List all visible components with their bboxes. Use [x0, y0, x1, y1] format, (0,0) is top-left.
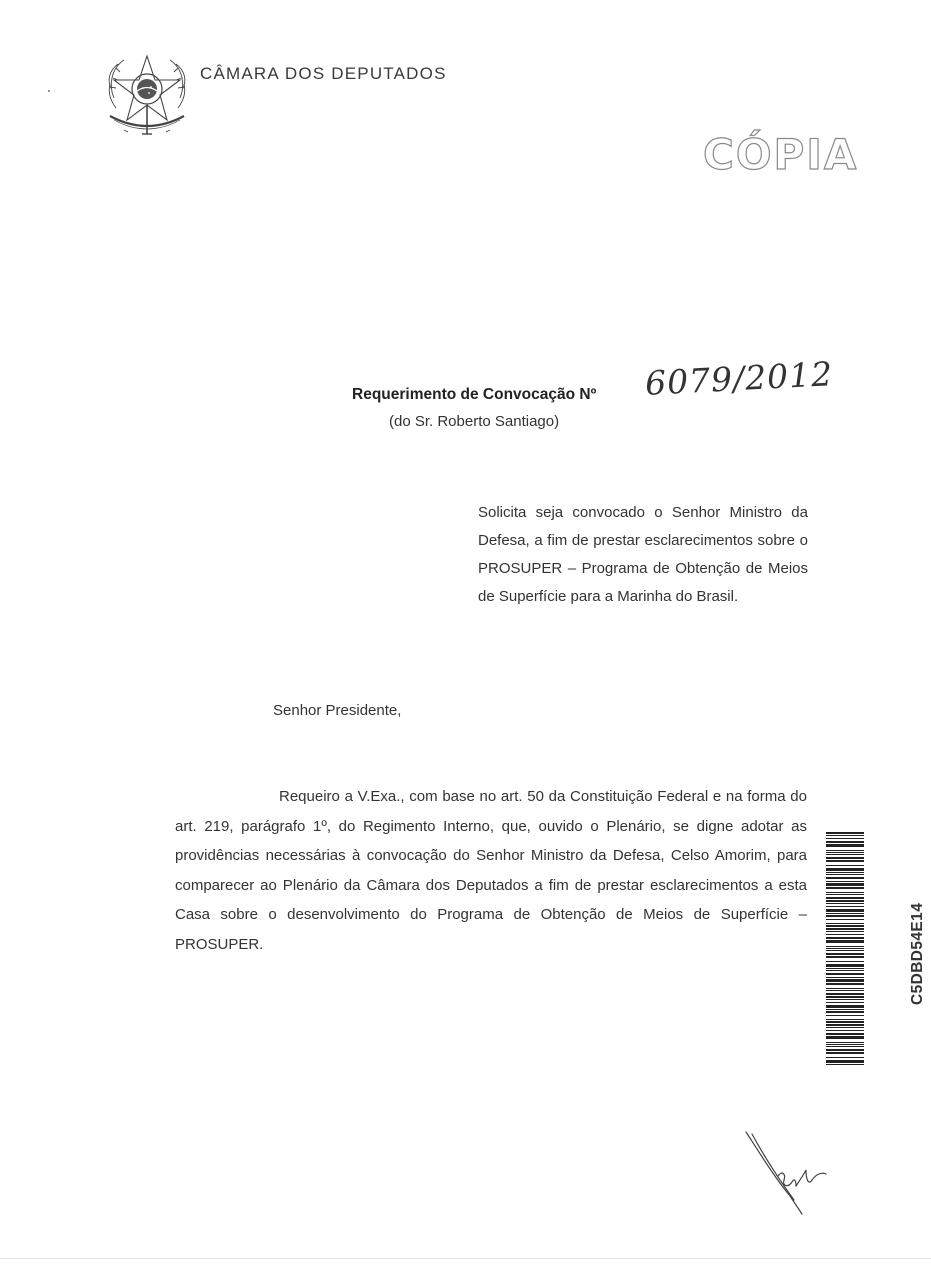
barcode-bar — [826, 1021, 864, 1023]
barcode-bar — [826, 990, 864, 991]
barcode-bar — [826, 860, 864, 862]
barcode-bar — [826, 1057, 864, 1058]
barcode-bar — [826, 977, 864, 978]
request-summary: Solicita seja convocado o Senhor Ministro da Defesa, a fim de prestar esclarecimentos sobre o PROSUPER – Programa de Obtenção de Meios de Superfície para a Marinha do Brasil. — [478, 504, 808, 605]
barcode-bar — [826, 844, 864, 847]
barcode-bar — [826, 883, 864, 886]
barcode-bar — [826, 1002, 864, 1003]
request-title: Requerimento de Convocação Nº — [352, 386, 597, 403]
barcode — [826, 832, 926, 1068]
copy-stamp: CÓPIA — [703, 130, 859, 179]
barcode-bar — [826, 1049, 864, 1051]
barcode-bar — [826, 881, 864, 882]
barcode-bar — [826, 937, 864, 939]
barcode-bar — [826, 877, 864, 879]
barcode-bar — [826, 838, 864, 839]
barcode-bar — [826, 892, 864, 893]
barcode-bar — [826, 968, 864, 969]
barcode-bar — [826, 913, 864, 914]
barcode-bar — [826, 925, 864, 927]
barcode-bar — [826, 1019, 864, 1020]
barcode-bar — [826, 1036, 864, 1039]
barcode-bar — [826, 894, 864, 895]
barcode-bar — [826, 897, 864, 899]
barcode-bar — [826, 964, 864, 967]
barcode-bar — [826, 872, 864, 873]
barcode-bar — [826, 1030, 864, 1031]
barcode-bar — [826, 923, 864, 924]
barcode-bar — [826, 946, 864, 947]
barcode-bar — [826, 948, 864, 949]
barcode-bar — [826, 961, 864, 962]
organization-name: CÂMARA DOS DEPUTADOS — [200, 64, 447, 83]
barcode-bar — [826, 999, 864, 1000]
barcode-bar — [826, 900, 864, 902]
page-bottom-edge — [0, 1258, 931, 1259]
brazil-coat-of-arms-icon — [104, 50, 190, 142]
barcode-bar — [826, 850, 864, 851]
barcode-bar — [826, 934, 864, 935]
barcode-bar — [826, 970, 864, 971]
barcode-bar — [826, 854, 864, 855]
barcode-bar — [826, 1060, 864, 1063]
salutation: Senhor Presidente, — [273, 702, 402, 719]
barcode-bar — [826, 1042, 864, 1043]
barcode-bar — [826, 841, 864, 843]
barcode-bar — [826, 1044, 864, 1045]
barcode-bar — [826, 993, 864, 995]
request-number-handwritten: 6079/2012 — [644, 354, 834, 403]
barcode-bar — [826, 1064, 864, 1065]
barcode-bar — [826, 874, 864, 875]
barcode-bar — [826, 988, 864, 989]
barcode-bar — [826, 979, 864, 982]
barcode-code: C5DBD54E14 — [909, 902, 926, 1005]
barcode-bar — [826, 906, 864, 907]
barcode-bar — [826, 1009, 864, 1010]
barcode-bar — [826, 903, 864, 904]
barcode-bar — [826, 865, 864, 866]
barcode-bar — [826, 928, 864, 930]
barcode-bar — [826, 1033, 864, 1035]
barcode-bar — [826, 1046, 864, 1047]
barcode-bar — [826, 832, 864, 834]
barcode-bar — [826, 931, 864, 932]
barcode-bars — [826, 832, 864, 1068]
barcode-bar — [826, 868, 864, 871]
barcode-bar — [826, 1024, 864, 1026]
barcode-bar — [826, 919, 864, 920]
barcode-bar — [826, 940, 864, 943]
request-author: (do Sr. Roberto Santiago) — [389, 413, 560, 430]
barcode-bar — [826, 1015, 864, 1016]
request-body: Requeiro a V.Exa., com base no art. 50 da Constituição Federal e na forma do art. 219, parágrafo 1º, do Regimento Interno, que, ouvido o Plenário, se digne adotar as providências necessárias à convocação do Senhor Ministro da Defesa, Celso Amorim, para comparecer ao Plenário da Câmara dos Deputados a fim de prestar esclarecimentos a esta Casa sobre o desenvolvimento do Programa de Obtenção de Meios de Superfície – PROSUPER. — [175, 788, 807, 953]
barcode-bar — [826, 953, 864, 955]
barcode-bar — [826, 1005, 864, 1008]
barcode-bar — [826, 973, 864, 975]
barcode-bar — [826, 956, 864, 958]
barcode-bar — [826, 950, 864, 951]
barcode-bar — [826, 857, 864, 859]
barcode-bar — [826, 835, 864, 836]
barcode-bar — [826, 1027, 864, 1028]
barcode-bar — [826, 852, 864, 853]
barcode-bar — [826, 1052, 864, 1054]
barcode-bar — [826, 909, 864, 912]
barcode-bar — [826, 887, 864, 889]
barcode-bar — [826, 915, 864, 917]
barcode-bar — [826, 1011, 864, 1013]
scan-speck — [48, 90, 50, 92]
handwritten-signature — [738, 1130, 830, 1216]
barcode-bar — [826, 996, 864, 998]
barcode-bar — [826, 983, 864, 985]
